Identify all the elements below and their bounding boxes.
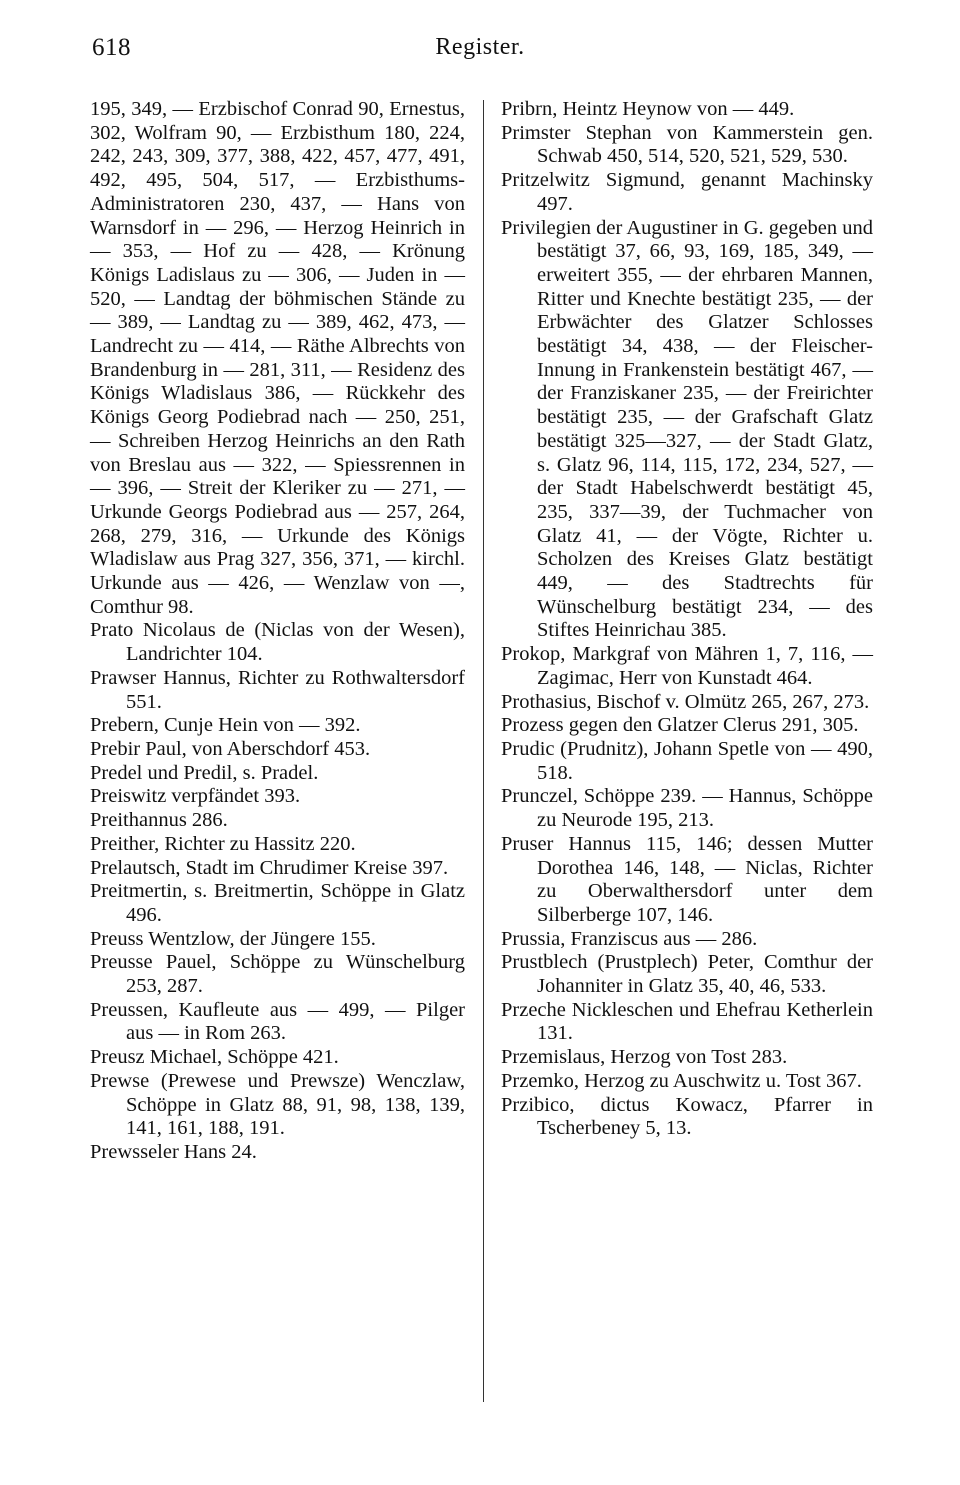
index-entry: Przemko, Herzog zu Auschwitz u. Tost 367. [501, 1069, 862, 1092]
index-entry: Przemislaus, Herzog von Tost 283. [501, 1046, 788, 1069]
index-entry: Prudic (Prudnitz), Johann Spetle von — 490, 518. [501, 737, 873, 784]
index-entry: Prebern, Cunje Hein von — 392. [90, 714, 361, 737]
index-entry: Prato Nicolaus de (Niclas von der Wesen), Landrichter 104. [90, 619, 465, 666]
index-entry: 195, 349, — Erzbischof Conrad 90, Ernestus, 302, Wolfram 90, — Erzbisthum 180, 224, 242, 243, 309, 377, 388, 422, 457, 477, 491, 492, 495, 504, 517, — Erzbisthums-Administratoren 230, 437, — Hans von Warnsdorf in — 296, — Herzog Heinrich in — 353, — Hof zu — 428, — Krönung Königs Ladislaus zu — 306, — Juden in — 520, — Landtag der böhmischen Stände zu — 389, — Landtag zu — 389, 462, 473, — Landrecht zu — 414, — Räthe Albrechts von Brandenburg in — 281, 311, — Residenz des Königs Wladislaus 386, — Rückkehr des Königs Georg Podiebrad nach — 250, 251, — Schreiben Herzog Heinrichs an den Rath von Breslau aus — 322, — Spiessrennen in — 396, — Streit der Kleriker zu — 271, — Urkunde Georgs Podiebrad aus — 257, 264, 268, 279, 316, — Urkunde des Königs Wladislaw aus Prag 327, 356, 371, — kirchl. Urkunde aus — 426, — Wenzlaw von —, Comthur 98. [90, 98, 465, 618]
index-entry: Preiswitz verpfändet 393. [90, 785, 301, 808]
index-entry: Prelautsch, Stadt im Chrudimer Kreise 397. [90, 856, 449, 879]
index-entry: Predel und Predil, s. Pradel. [90, 761, 319, 784]
index-entry: Przibico, dictus Kowacz, Pfarrer in Tscherbeney 5, 13. [501, 1093, 873, 1140]
index-entry: Pribrn, Heintz Heynow von — 449. [501, 98, 795, 120]
index-entry: Preuss Wentzlow, der Jüngere 155. [90, 927, 376, 950]
index-entry: Preusz Michael, Schöppe 421. [90, 1046, 339, 1069]
left-column [90, 98, 465, 1165]
index-entry: Prokop, Markgraf von Mähren 1, 7, 116, — Zagimac, Herr von Kunstadt 464. [501, 643, 873, 689]
index-entry: Prewsseler Hans 24. [90, 1140, 257, 1163]
index-entry: Preussen, Kaufleute aus — 499, — Pilger aus — in Rom 263. [90, 998, 465, 1045]
index-entry: Preithannus 286. [90, 809, 228, 832]
page-number: 618 [92, 34, 131, 61]
index-entry: Prebir Paul, von Aberschdorf 453. [90, 737, 371, 760]
index-entry: Preither, Richter zu Hassitz 220. [90, 832, 356, 855]
index-entry: Primster Stephan von Kammerstein gen. Schwab 450, 514, 520, 521, 529, 530. [501, 121, 873, 168]
right-column [501, 98, 873, 1141]
index-entry: Privilegien der Augustiner in G. gegeben und bestätigt 37, 66, 93, 169, 185, 349, — erweitert 355, — der ehrbaren Mannen, Ritter und Knechte bestätigt 235, — der Erbwächter des Glatzer Schlosses bestätigt 34, 438, — der Fleischer-Innung in Frankenstein bestätigt 467, — der Franziskaner 235, — der Freirichter bestätigt 235, — der Grafschaft Glatz bestätigt 325—327, — der Stadt Glatz, s. Glatz 96, 114, 115, 172, 234, 527, — der Stadt Habelschwerdt bestätigt 45, 235, 337—39, der Tuchmacher von Glatz 41, — der Vögte, Richter u. Scholzen des Kreises Glatz bestätigt 449, — des Stadtrechts für Wünschelburg bestätigt 234, — des Stiftes Heinrichau 385. [501, 216, 873, 642]
index-entry: Prothasius, Bischof v. Olmütz 265, 267, 273. [501, 690, 870, 713]
index-entry: Pruser Hannus 115, 146; dessen Mutter Dorothea 146, 148, — Niclas, Richter zu Oberwalthersdorf unter dem Silberberge 107, 146. [501, 832, 873, 926]
index-entry: Preitmertin, s. Breitmertin, Schöppe in Glatz 496. [90, 880, 465, 926]
column-divider [483, 100, 484, 1402]
index-entry: Preusse Pauel, Schöppe zu Wünschelburg 253, 287. [90, 951, 465, 998]
index-entry: Przeche Nickleschen und Ehefrau Ketherlein 131. [501, 998, 873, 1045]
index-entry: Prunczel, Schöppe 239. — Hannus, Schöppe zu Neurode 195, 213. [501, 785, 873, 832]
index-entry: Pritzelwitz Sigmund, genannt Machinsky 497. [501, 169, 873, 215]
index-entry: Prozess gegen den Glatzer Clerus 291, 305. [501, 714, 859, 737]
index-entry: Prawser Hannus, Richter zu Rothwaltersdorf 551. [90, 666, 465, 713]
index-entry: Prustblech (Prustplech) Peter, Comthur der Johanniter in Glatz 35, 40, 46, 533. [501, 951, 873, 998]
running-title: Register. [435, 34, 525, 60]
index-entry: Prussia, Franziscus aus — 286. [501, 927, 758, 950]
index-entry: Prewse (Prewese und Prewsze) Wenczlaw, Schöppe in Glatz 88, 91, 98, 138, 139, 141, 161, 188, 191. [90, 1069, 465, 1140]
